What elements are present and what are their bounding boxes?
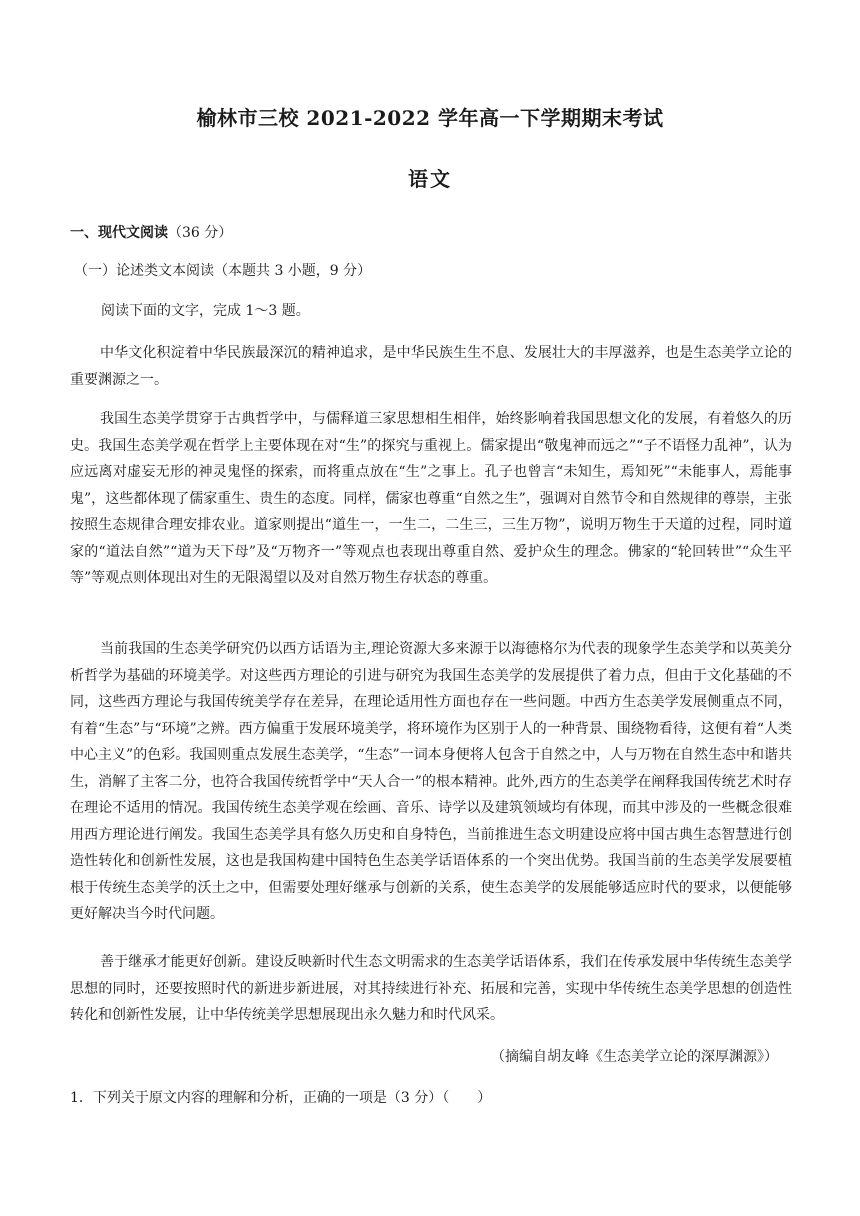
subsection-heading: （一）论述类文本阅读（本题共 3 小题，9 分） xyxy=(74,263,372,279)
section-heading-label: 一、现代文阅读 xyxy=(70,225,168,241)
section-points: （36 分） xyxy=(168,225,233,241)
section-heading xyxy=(70,222,232,242)
passage-paragraph-3: 当前我国的生态美学研究仍以西方话语为主,理论资源大多来源于以海德格尔为代表的现象学生态美学和以英美分析哲学为基础的环境美学。对这些西方理论的引进与研究为我国生态美学的发展提供了着力点，但由于文化基础的不同，这些西方理论与我国传统美学存在差异，在理论适用性方面也存在一些问题。中西方生态美学发展侧重点不同，有着“生态”与“环境”之辨。西方偏重于发展环境美学，将环境作为区别于人的一种背景、围绕物看待，这便有着“人类中心主义”的色彩。我国则重点发展生态美学，“生态”一词本身便将人包含于自然之中，人与万物在自然生态中和谐共生，消解了主客二分，也符合我国传统哲学中“天人合一”的根本精神。此外,西方的生态美学在阐释我国传统艺术时存在理论不适用的情况。我国传统生态美学观在绘画、音乐、诗学以及建筑领域均有体现，而其中涉及的一些概念很难用西方理论进行阐发。我国生态美学具有悠久历史和自身特色，当前推进生态文明建设应将中国古典生态智慧进行创造性转化和创新性发展，这也是我国构建中国特色生态美学话语体系的一个突出优势。我国当前的生态美学发展要植根于传统生态美学的沃土之中，但需要处理好继承与创新的关系，使生态美学的发展能够适应时代的要求，以便能够更好解决当今时代问题。 xyxy=(70,641,792,922)
passage-paragraph-1: 中华文化积淀着中华民族最深沉的精神追求，是中华民族生生不息、发展壮大的丰厚滋养，也是生态美学立论的重要渊源之一。 xyxy=(70,345,792,388)
reading-instruction: 阅读下面的文字，完成 1～3 题。 xyxy=(101,303,310,319)
subject-title: 语文 xyxy=(408,167,452,191)
passage-paragraph-4: 善于继承才能更好创新。建设反映新时代生态文明需求的生态美学话语体系，我们在传承发展中华传统生态美学思想的同时，还要按照时代的新进步新进展，对其持续进行补充、拓展和完善，实现中华传统生态美学思想的创造性转化和创新性发展，让中华传统美学思想展现出永久魅力和时代风采。 xyxy=(70,954,792,1023)
exam-title: 榆林市三校 2021-2022 学年高一下学期期末考试 xyxy=(196,106,664,130)
question-1: 1．下列关于原文内容的理解和分析，正确的一项是（3 分）（ ） xyxy=(70,1090,492,1106)
passage-paragraph-2: 我国生态美学贯穿于古典哲学中，与儒释道三家思想相生相伴，始终影响着我国思想文化的发展，有着悠久的历史。我国生态美学观在哲学上主要体现在对“生”的探究与重视上。儒家提出“敬鬼神而远之”“子不语怪力乱神”，认为应远离对虚妄无形的神灵鬼怪的探索，而将重点放在“生”之事上。孔子也曾言“未知生，焉知死”“未能事人，焉能事鬼”，这些都体现了儒家重生、贵生的态度。同样，儒家也尊重“自然之生”，强调对自然节令和自然规律的尊崇，主张按照生态规律合理安排农业。道家则提出“道生一，一生二，二生三，三生万物”，说明万物生于天道的过程，同时道家的“道法自然”“道为天下母”及“万物齐一”等观点也表现出尊重自然、爱护众生的理念。佛家的“轮回转世”“众生平等”等观点则体现出对生的无限渴望以及对自然万物生存状态的尊重。 xyxy=(70,411,792,586)
passage-source: （摘编自胡友峰《生态美学立论的深厚渊源》） xyxy=(491,1049,778,1065)
